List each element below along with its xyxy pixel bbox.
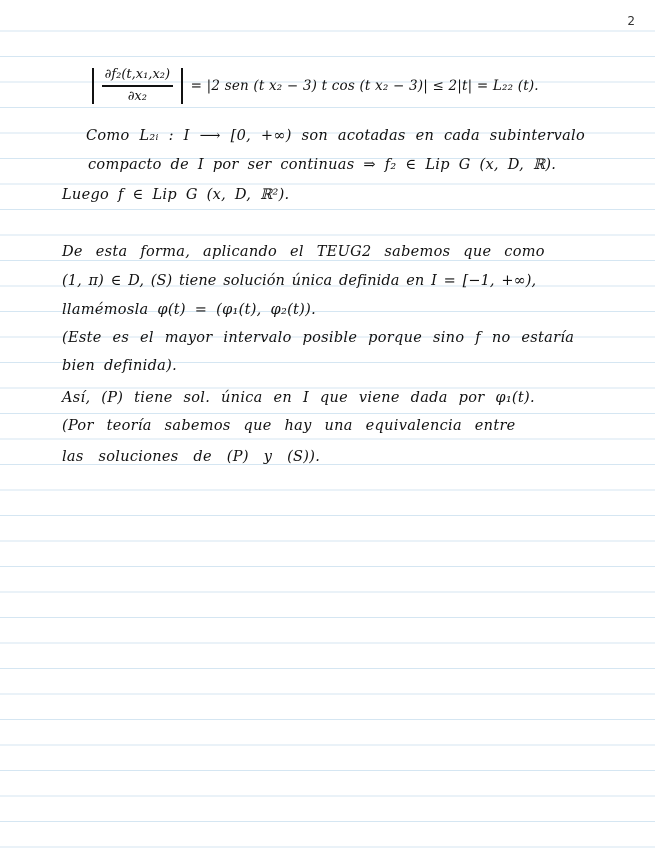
formula-rhs: = |2 sen (t x₂ − 3) t cos (t x₂ − 3)| ≤ 2|t| = L₂₂ (t).: [190, 78, 539, 94]
text-line-5: (1, π) ∈ D, (S) tiene solución única definida en I = [−1, +∞),: [62, 273, 537, 289]
text-line-9: Así, (P) tiene sol. única en I que viene dada por φ₁(t).: [62, 390, 535, 406]
text-line-4: De esta forma, aplicando el TEUG2 sabemos que como: [62, 244, 545, 260]
text-line-7: (Este es el mayor intervalo posible porque sino f no estaría: [62, 330, 575, 346]
partial-derivative-fraction: [102, 67, 173, 104]
fraction-denominator: ∂x₂: [127, 88, 147, 104]
fraction-numerator: ∂f₂(t,x₁,x₂): [104, 67, 171, 83]
text-line-10: (Por teoría sabemos que hay una equivalencia entre: [62, 418, 516, 434]
abs-bar-right: [181, 68, 183, 104]
partial-derivative-bound-formula: [86, 62, 539, 110]
text-line-8: bien definida).: [62, 358, 177, 374]
page-number: 2: [627, 14, 635, 28]
abs-bar-left: [92, 68, 94, 104]
text-line-2: compacto de I por ser continuas ⇒ f₂ ∈ Lip G (x, D, ℝ).: [88, 157, 557, 173]
text-line-3: Luego f ∈ Lip G (x, D, ℝ²).: [62, 187, 290, 203]
text-line-6: llamémosla φ(t) = (φ₁(t), φ₂(t)).: [62, 302, 316, 318]
fraction-line: [102, 85, 173, 86]
text-line-11: las soluciones de (P) y (S)).: [62, 449, 321, 465]
text-line-1: Como L₂ᵢ : I ⟶ [0, +∞) son acotadas en cada subintervalo: [86, 128, 585, 144]
